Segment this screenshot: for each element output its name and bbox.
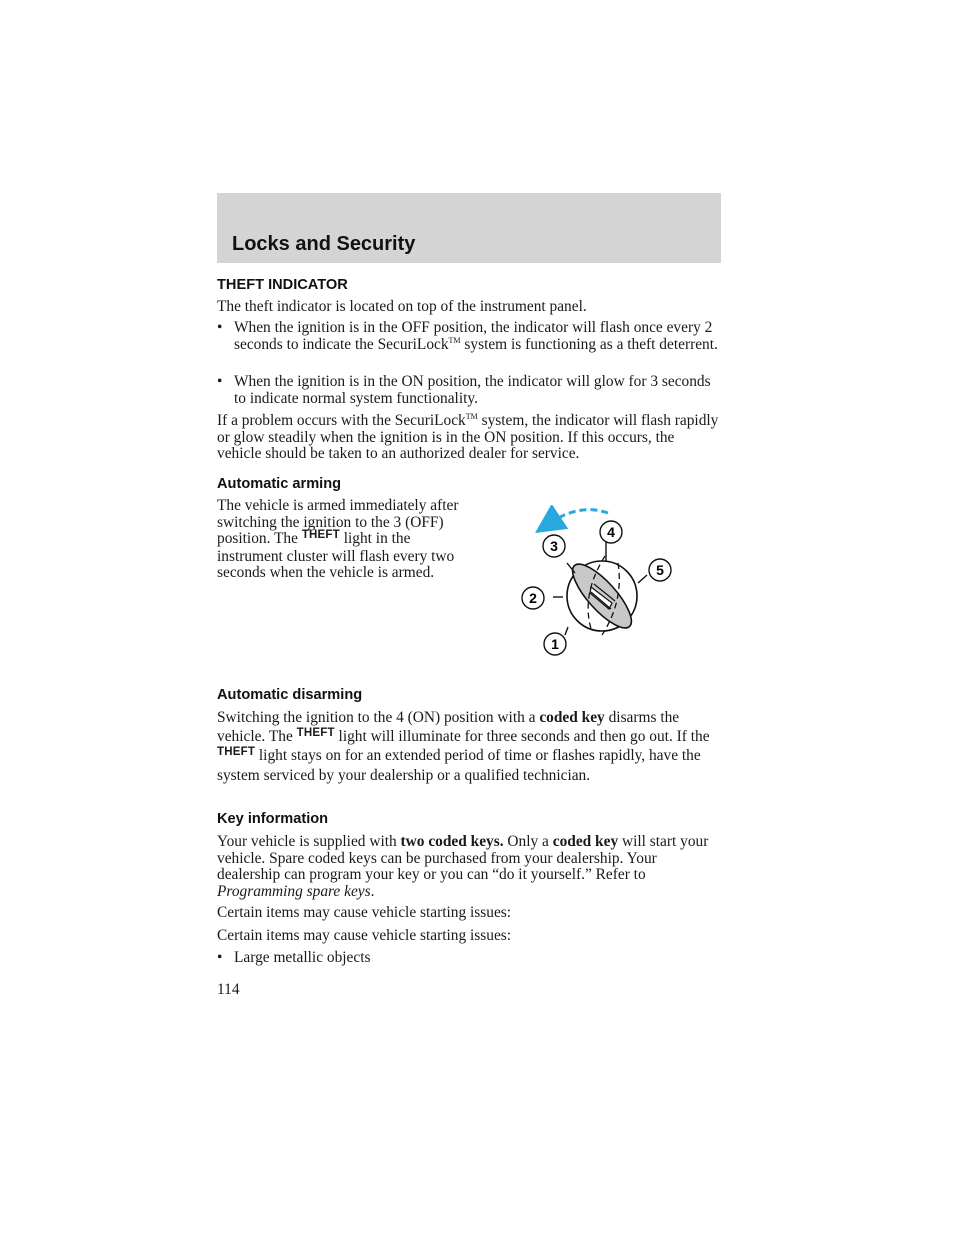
- svg-text:2: 2: [529, 590, 537, 606]
- theft-indicator-intro: The theft indicator is located on top of the instrument panel.: [217, 298, 587, 315]
- ignition-switch-diagram: [510, 505, 680, 665]
- arming-paragraph: The vehicle is armed immediately after switching the ignition to the 3 (OFF) position. The $^{THEFT}$ light in the instrument cluster will flash every two seconds when the vehicle is armed.: [217, 497, 459, 581]
- key-info-paragraph: Your vehicle is supplied with two coded keys. Only a coded key will start your vehicle. Spare coded keys can be purchased from your dealership. Your dealership can program your key or you can “do it yourself.” Refer to Programming spare keys.: [217, 833, 709, 900]
- svg-text:1: 1: [551, 636, 559, 652]
- trademark-mark: TM: [465, 411, 478, 421]
- svg-text:5: 5: [656, 562, 664, 578]
- starting-issues-line: Certain items may cause vehicle starting issues:: [217, 904, 512, 921]
- bullet-text: Large metallic objects: [234, 949, 371, 966]
- theft-indicator-heading: THEFT INDICATOR: [217, 277, 348, 293]
- starting-issues-line: Certain items may cause vehicle starting issues:: [217, 927, 512, 944]
- svg-text:3: 3: [550, 538, 558, 554]
- position-label-5: [649, 559, 671, 581]
- position-label-3: [543, 535, 565, 557]
- rotation-arrow-icon: [550, 510, 608, 523]
- key-information-heading: Key information: [217, 811, 329, 827]
- list-item: [217, 320, 722, 353]
- bullet-dot: •: [217, 319, 223, 336]
- theft-label: THEFT: [217, 746, 256, 758]
- section-title: Locks and Security: [232, 233, 416, 255]
- bullet-text: When the ignition is in the OFF position, the indicator will flash once every 2 seconds to indicate the SecuriLock™ system is functioning as a theft deterrent.: [234, 319, 718, 353]
- position-label-2: [522, 587, 544, 609]
- position-label-1: [544, 633, 566, 655]
- bullet-dot: •: [217, 949, 223, 966]
- theft-label: THEFT: [301, 529, 340, 541]
- problem-paragraph: If a problem occurs with the SecuriLock™ system, the indicator will flash rapidly or glow steadily when the ignition is in the ON position. If this occurs, the vehicle should be taken to an authorized dealer for service.: [217, 411, 719, 462]
- list-item: [217, 950, 722, 967]
- section-header: [217, 193, 721, 263]
- bullet-dot: •: [217, 373, 223, 390]
- list-item: [217, 374, 722, 407]
- position-label-4: [600, 521, 622, 543]
- disarming-paragraph: Switching the ignition to the 4 (ON) position with a coded key disarms the vehicle. The $^{THEFT}$ light will illuminate for three seconds and then go out. If the $^{THEFT}$ light stays on for an extended period of time or flashes rapidly, have the system serviced by your dealership or a qualified technician.: [217, 709, 710, 784]
- trademark-mark: TM: [448, 335, 461, 345]
- automatic-arming-heading: Automatic arming: [217, 476, 342, 492]
- page-number: 114: [217, 981, 240, 998]
- automatic-disarming-heading: Automatic disarming: [217, 687, 363, 703]
- svg-text:4: 4: [607, 524, 615, 540]
- bullet-text: When the ignition is in the ON position, the indicator will glow for 3 seconds to indicate normal system functionality.: [234, 373, 711, 407]
- theft-label: THEFT: [296, 726, 335, 739]
